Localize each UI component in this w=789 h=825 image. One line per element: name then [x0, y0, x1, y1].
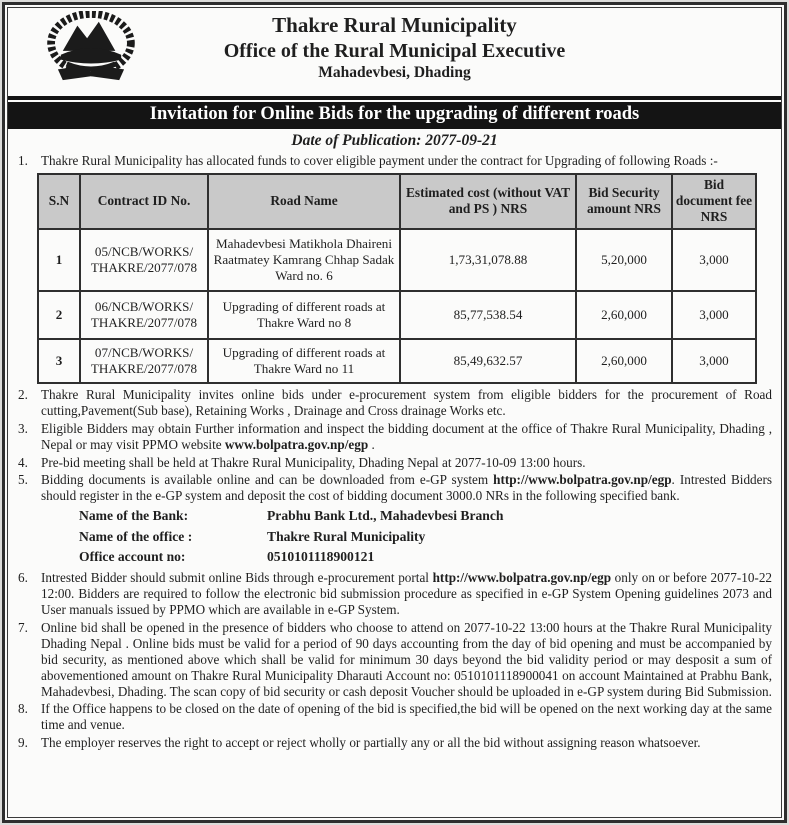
office-name: Office of the Rural Municipal Executive: [223, 40, 566, 63]
cell-contract-id: 07/NCB/WORKS/ THAKRE/2077/078: [80, 339, 208, 383]
notice-number: 6.: [18, 569, 28, 585]
cell-bid-doc-fee: 3,000: [672, 339, 756, 383]
cell-sn: 2: [38, 291, 80, 339]
document: [7, 7, 782, 818]
notice-text: Thakre Rural Municipality invites online bids under e-procurement system from eligible bidders for the procurement of Road cutting,Pavement(Sub base), Retaining Works , Drainage and Cross drainage Works etc.: [41, 386, 772, 418]
cell-bid-security: 2,60,000: [576, 291, 672, 339]
cell-road-name: Mahadevbesi Matikhola Dhaireni Raatmatey Kamrang Chhap Sadak Ward no. 6: [208, 229, 400, 291]
notice-number: 1.: [18, 153, 28, 168]
notice-number: 8.: [18, 701, 28, 717]
notice-item-1: [17, 153, 772, 169]
notice-item-2: [17, 387, 772, 419]
col-header-contract-id: Contract ID No.: [80, 174, 208, 229]
cell-estimated-cost: 1,73,31,078.88: [400, 229, 576, 291]
notice-text: Eligible Bidders may obtain Further information and inspect the bidding document at the office of Thakre Rural Municipality, Dhading , Nepal or may visit PPMO website www.bolpatra.gov.np/egp .: [41, 420, 772, 452]
notice-number: 2.: [18, 386, 28, 402]
cell-estimated-cost: 85,77,538.54: [400, 291, 576, 339]
notice-item-6: [17, 570, 772, 618]
notice-text: Online bid shall be opened in the presence of bidders who choose to attend on 2077-10-22 13:00 hours at the Thakre Rural Municipality Dhading Nepal . Online bids must be valid for a period of 90 days accounting from the day of bid opening and must be accompanied by bid security, as mentioned above which shall be valid for minimum 30 days beyond the bid validity period or may desposit a sum of abovementioned amount on Thakre Rural Municipality Dharauti Account no: 0510101118900041 on account Maintained at Prabhu Bank, Mahadevbesi, Dhading. The scan copy of bid security or cash deposit Voucher should be uploaded in e-GP system during Bid Submission.: [41, 619, 772, 699]
office-name-row: [79, 529, 772, 545]
notice-number: 3.: [18, 420, 28, 436]
notice-text: Bidding documents is available online and can be downloaded from e-GP system http://www.bolpatra.gov.np/egp. Intrested Bidders should register in the e-GP system and deposit the cost of bidding document 3000.0 NRs in the following specified bank.: [41, 472, 773, 504]
cell-road-name: Upgrading of different roads at Thakre Ward no 8: [208, 291, 400, 339]
table-row: [38, 229, 756, 291]
cell-estimated-cost: 85,49,632.57: [400, 339, 576, 383]
notice-item-5: [17, 472, 772, 504]
notice-title: Invitation for Online Bids for the upgrading of different roads: [149, 104, 640, 124]
notice-number: 9.: [18, 735, 28, 751]
office-name-value: Thakre Rural Municipality: [267, 528, 426, 544]
office-account-label: Office account no:: [79, 549, 186, 565]
notice-item-3: [17, 421, 772, 453]
col-header-bid-security: Bid Security amount NRS: [576, 174, 672, 229]
office-account-row: [79, 549, 772, 565]
col-header-sn: S.N: [38, 174, 80, 229]
publication-date: Date of Publication: 2077-09-21: [291, 132, 498, 149]
coat-of-arms-logo: [38, 11, 144, 83]
bank-details: [79, 508, 772, 565]
notice-text: Thakre Rural Municipality has allocated funds to cover eligible payment under the contract for Upgrading of following Roads :-: [41, 153, 718, 168]
cell-sn: 3: [38, 339, 80, 383]
cell-contract-id: 05/NCB/WORKS/ THAKRE/2077/078: [80, 229, 208, 291]
bank-name-label: Name of the Bank:: [79, 508, 189, 524]
cell-bid-doc-fee: 3,000: [672, 229, 756, 291]
notice-text: Intrested Bidder should submit online Bids through e-procurement portal http://www.bolpatra.gov.np/egp only on or before 2077-10-22 12:00. Bidders are required to follow the electronic bid submission procedure as specified in e-GP System Opening guidelines 2073 and User manuals issued by PPMO which are available in e-GP System.: [41, 569, 773, 617]
office-location: Mahadevbesi, Dhading: [318, 64, 471, 82]
notice-text: If the Office happens to be closed on the date of opening of the bid is specified,the bid will be opened on the next working day at the same time and venue.: [41, 701, 772, 733]
table-row: [38, 339, 756, 383]
cell-bid-doc-fee: 3,000: [672, 291, 756, 339]
document-header: [8, 8, 781, 93]
table-row: [38, 291, 756, 339]
notice-text: Pre-bid meeting shall be held at Thakre Rural Municipality, Dhading Nepal at 2077-10-09 13:00 hours.: [41, 454, 586, 470]
cell-bid-security: 2,60,000: [576, 339, 672, 383]
document-border: [2, 2, 787, 823]
bank-name-value: Prabhu Bank Ltd., Mahadevbesi Branch: [267, 508, 504, 524]
cell-sn: 1: [38, 229, 80, 291]
office-account-value: 0510101118900121: [267, 549, 375, 565]
bolpatra-url: http://www.bolpatra.gov.np/egp: [432, 569, 612, 585]
notice-text: The employer reserves the right to accept or reject wholly or partially any or all the bid without assigning reason whatsoever.: [41, 735, 701, 751]
divider-rule: [8, 96, 781, 100]
cell-road-name: Upgrading of different roads at Thakre Ward no 11: [208, 339, 400, 383]
notice-number: 7.: [18, 619, 28, 635]
org-name: Thakre Rural Municipality: [272, 13, 517, 37]
bank-name-row: [79, 508, 772, 524]
notice-number: 5.: [18, 472, 28, 488]
notice-number: 4.: [18, 454, 28, 470]
bolpatra-url: www.bolpatra.gov.np/egp: [224, 436, 369, 452]
office-name-label: Name of the office :: [79, 528, 193, 544]
notice-item-7: [17, 620, 772, 700]
col-header-estimated-cost: Estimated cost (without VAT and PS ) NRS: [400, 174, 576, 229]
col-header-bid-doc-fee: Bid document fee NRS: [672, 174, 756, 229]
notice-item-8: [17, 701, 772, 733]
notice-title-banner: [8, 102, 781, 129]
bid-table-header-row: [38, 174, 756, 229]
cell-bid-security: 5,20,000: [576, 229, 672, 291]
col-header-road-name: Road Name: [208, 174, 400, 229]
notice-item-9: [17, 735, 772, 751]
notice-item-4: [17, 455, 772, 471]
notice-body: [8, 153, 781, 751]
bolpatra-url: http://www.bolpatra.gov.np/egp: [493, 472, 672, 488]
cell-contract-id: 06/NCB/WORKS/ THAKRE/2077/078: [80, 291, 208, 339]
bid-table: [37, 173, 757, 384]
